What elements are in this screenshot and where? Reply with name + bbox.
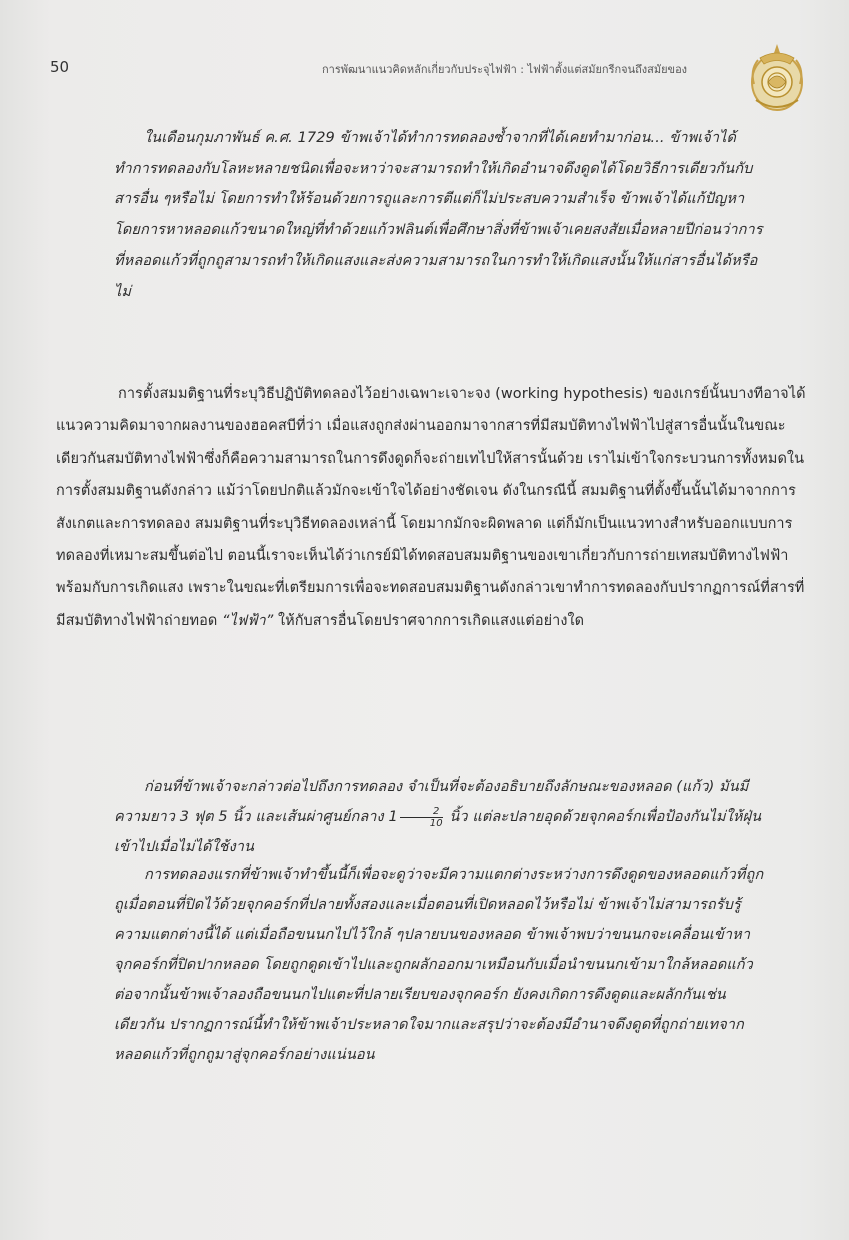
page-number: 50 [50,58,70,76]
paragraph-working-hypothesis [56,378,811,637]
fraction-numerator: 2 [400,806,443,818]
fraction [400,806,443,829]
quote-text-end: นิ้ว แต่ละปลายอุดด้วยจุกคอร์กเพื่อป้องกันไม่ให้ฝุ่นเข้าไปเมื่อไม่ได้ใช้งาน [114,809,762,855]
page-header [0,52,849,82]
paragraph-text: การตั้งสมมติฐานที่ระบุวิธีปฏิบัติทดลองไว้อย่างเฉพาะเจาะจง (working hypothesis) ของเกรย์นั้นบางทีอาจได้แนวความคิดมาจากผลงานของฮอคสบีที่ว่า เมื่อแสงถูกส่งผ่านออกมาจากสารที่มีสมบัติทางไฟฟ้าไปสู่สารอื่นนั้นในขณะเดียวกันสมบัติทางไฟฟ้าซึ่งก็คือความสามารถในการดึงดูดก็จะถ่ายเทไปให้สารนั้นด้วย เราไม่เข้าใจกระบวนการทั้งหมดในการตั้งสมมติฐานดังกล่าว แม้ว่าโดยปกติแล้วมักจะเข้าใจได้อย่างชัดเจน ดังในกรณีนี้ สมมติฐานที่ตั้งขึ้นนั้นได้มาจากการสังเกตและการทดลอง สมมติฐานที่ระบุวิธีทดลองเหล่านี้ โดยมากมักจะผิดพลาด แต่ก็มักเป็นแนวทางสำหรับออกแบบการทดลองที่เหมาะสมขึ้นต่อไป ตอนนี้เราจะเห็นได้ว่าเกรย์มิได้ทดสอบสมมติฐานของเขาเกี่ยวกับการถ่ายเทสมบัติทางไฟฟ้าพร้อมกับการเกิดแสง เพราะในขณะที่เตรียมการเพื่อจะทดสอบสมมติฐานดังกล่าวเขาทำการทดลองกับปรากฏการณ์ที่สารที่มีสมบัติทางไฟฟ้าถ่ายทอด [56,386,806,629]
paragraph-text-end: ให้กับสารอื่นโดยปราศจากการเกิดแสงแต่อย่างใด [277,612,585,629]
royal-emblem-icon [746,40,808,116]
quote-tube-description [114,772,764,862]
quote-text: ก่อนที่ข้าพเจ้าจะกล่าวต่อไปถึงการทดลอง จำเป็นที่จะต้องอธิบายถึงลักษณะของหลอด (แก้ว) มันมีความยาว 3 ฟุต 5 นิ้ว และเส้นผ่าศูนย์กลาง 1 [114,779,749,825]
running-title: การพัฒนาแนวคิดหลักเกี่ยวกับประจุไฟฟ้า : ไฟฟ้าตั้งแต่สมัยกรีกจนถึงสมัยของ [322,63,688,76]
fraction-denominator: 10 [429,817,443,829]
quote-gray-1729: ในเดือนกุมภาพันธ์ ค.ศ. 1729 ข้าพเจ้าได้ทำการทดลองซ้ำจากที่ได้เคยทำมาก่อน... ข้าพเจ้าได้ทำการทดลองกับโลหะหลายชนิดเพื่อจะหาว่าจะสามารถทำให้เกิดอำนาจดึงดูดได้โดยวิธีการเดียวกันกับสารอื่น ๆหรือไม่ โดยการทำให้ร้อนด้วยการถูและการตีแต่ก็ไม่ประสบความสำเร็จ ข้าพเจ้าได้แก้ปัญหาโดยการหาหลอดแก้วขนาดใหญ่ที่ทำด้วยแก้วฟลินต์เพื่อศึกษาสิ่งที่ข้าพเจ้าเคยสงสัยเมื่อหลายปีก่อนว่าการที่หลอดแก้วที่ถูกถูสามารถทำให้เกิดแสงและส่งความสามารถในการทำให้เกิดแสงนั้นให้แก่สารอื่นได้หรือไม่ [114,130,763,300]
quote-first-experiment: การทดลองแรกที่ข้าพเจ้าทำขึ้นนี้ก็เพื่อจะดูว่าจะมีความแตกต่างระหว่างการดึงดูดของหลอดแก้วที่ถูกถูเมื่อตอนที่ปิดไว้ด้วยจุกคอร์กที่ปลายทั้งสองและเมื่อตอนที่เปิดหลอดไว้หรือไม่ ข้าพเจ้าไม่สามารถรับรู้ความแตกต่างนี้ได้ แต่เมื่อถือขนนกไปไว้ใกล้ ๆปลายบนของหลอด ข้าพเจ้าพบว่าขนนกจะเคลื่อนเข้าหาจุกคอร์กที่ปิดปากหลอด โดยถูกดูดเข้าไปและถูกผลักออกมาเหมือนกับเมื่อนำขนนกเข้ามาใกล้หลอดแก้ว ต่อจากนั้นข้าพเจ้าลองถือขนนกไปแตะที่ปลายเรียบของจุกคอร์ก ยังคงเกิดการดึงดูดและผลักกันเช่นเดียวกัน ปรากฏการณ์นี้ทำให้ข้าพเจ้าประหลาดใจมากและสรุปว่าจะต้องมีอำนาจดึงดูดที่ถูกถ่ายเทจากหลอดแก้วที่ถูกถูมาสู่จุกคอร์กอย่างแน่นอน [114,867,764,1063]
quoted-word: “ไฟฟ้า” [222,612,274,629]
